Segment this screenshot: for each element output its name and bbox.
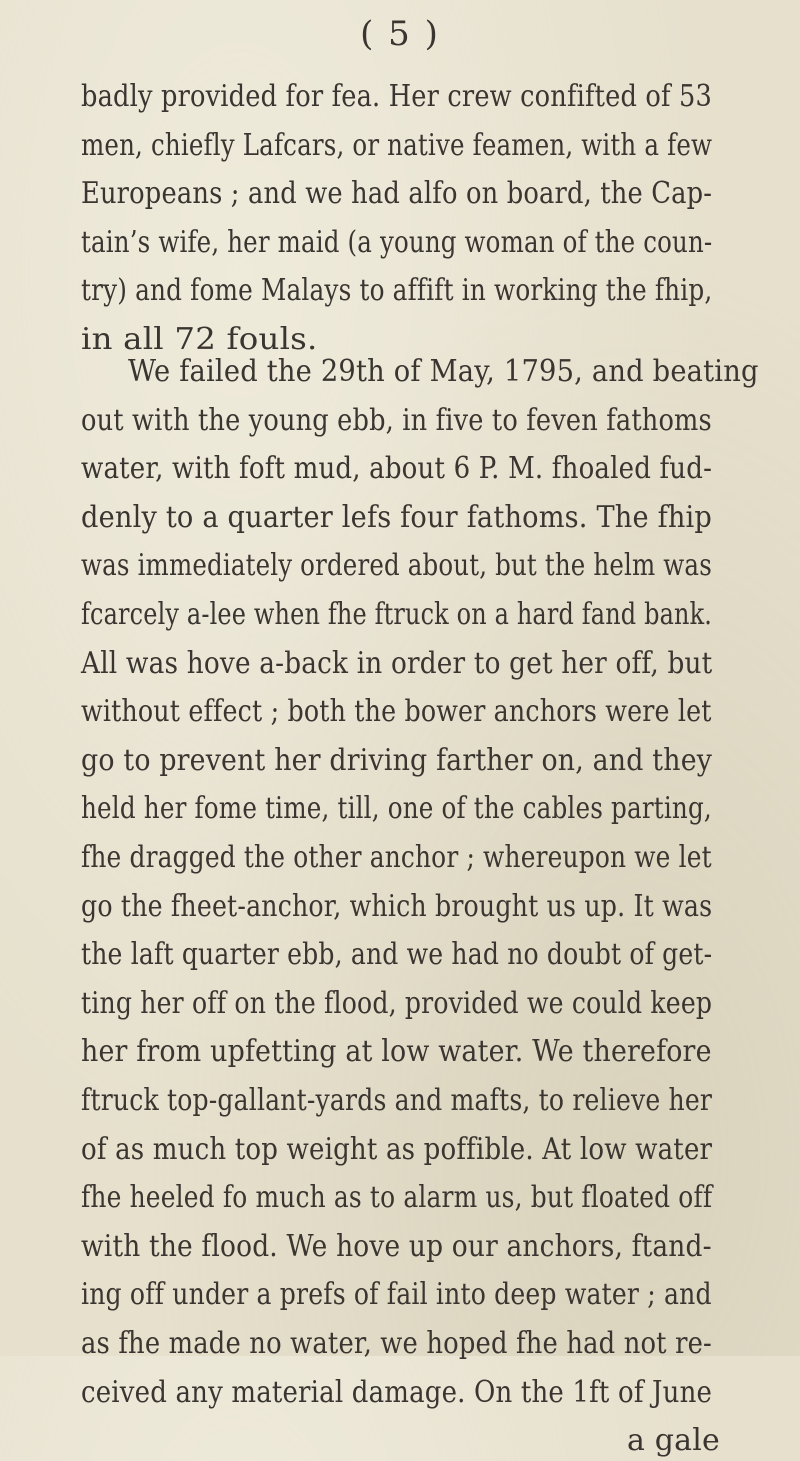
text-line: fcarcely a-lee when fhe ftruck on a hard fand bank. (81, 597, 713, 632)
text-line: We failed the 29th of May, 1795, and beating (128, 354, 759, 389)
text-line: was immediately ordered about, but the helm was (81, 548, 712, 584)
text-line: fhe dragged the other anchor ; whereupon we let (81, 840, 712, 875)
text-line: out with the young ebb, in five to feven fathoms (81, 402, 712, 438)
text-line: of as much top weight as poffible. At low water (81, 1131, 713, 1167)
text-line: badly provided for fea. Her crew confifted of 53 (81, 79, 712, 114)
text-line: ceived any material damage. On the 1ft of June (81, 1374, 713, 1410)
text-line: go the fheet-anchor, which brought us up. It was (81, 888, 713, 924)
text-line: the laft quarter ebb, and we had no doubt of get- (81, 937, 713, 973)
text-line: denly to a quarter lefs four fathoms. The fhip (81, 499, 713, 535)
text-line: All was hove a-back in order to get her off, but (81, 645, 713, 681)
text-line: with the flood. We hove up our anchors, ftand- (81, 1228, 712, 1264)
text-line: men, chiefly Lafcars, or native feamen, with a few (81, 127, 713, 163)
text-line: her from upfetting at low water. We therefore (81, 1034, 712, 1070)
text-line: as fhe made no water, we hoped fhe had not re- (81, 1326, 712, 1361)
catchword: a gale (626, 1423, 720, 1459)
page-number: ( 5 ) (360, 14, 440, 54)
text-line: without effect ; both the bower anchors were let (81, 694, 712, 730)
text-line: in all 72 fouls. (81, 322, 318, 357)
text-line: tain’s wife, her maid (a young woman of the coun- (81, 224, 713, 260)
text-line: go to prevent her driving farther on, and they (81, 742, 713, 778)
text-line: water, with foft mud, about 6 P. M. fhoaled fud- (81, 451, 713, 487)
text-line: held her fome time, till, one of the cables parting, (81, 791, 712, 827)
text-line: ting her off on the flood, provided we could keep (81, 985, 713, 1021)
text-line: ftruck top-gallant-yards and mafts, to relieve her (81, 1083, 713, 1118)
text-line: ing off under a prefs of fail into deep water ; and (81, 1277, 712, 1313)
text-line: Europeans ; and we had alfo on board, the Cap- (81, 176, 713, 212)
text-line: try) and fome Malays to affift in working the fhip, (81, 273, 713, 309)
text-line: fhe heeled fo much as to alarm us, but floated off (81, 1180, 713, 1216)
